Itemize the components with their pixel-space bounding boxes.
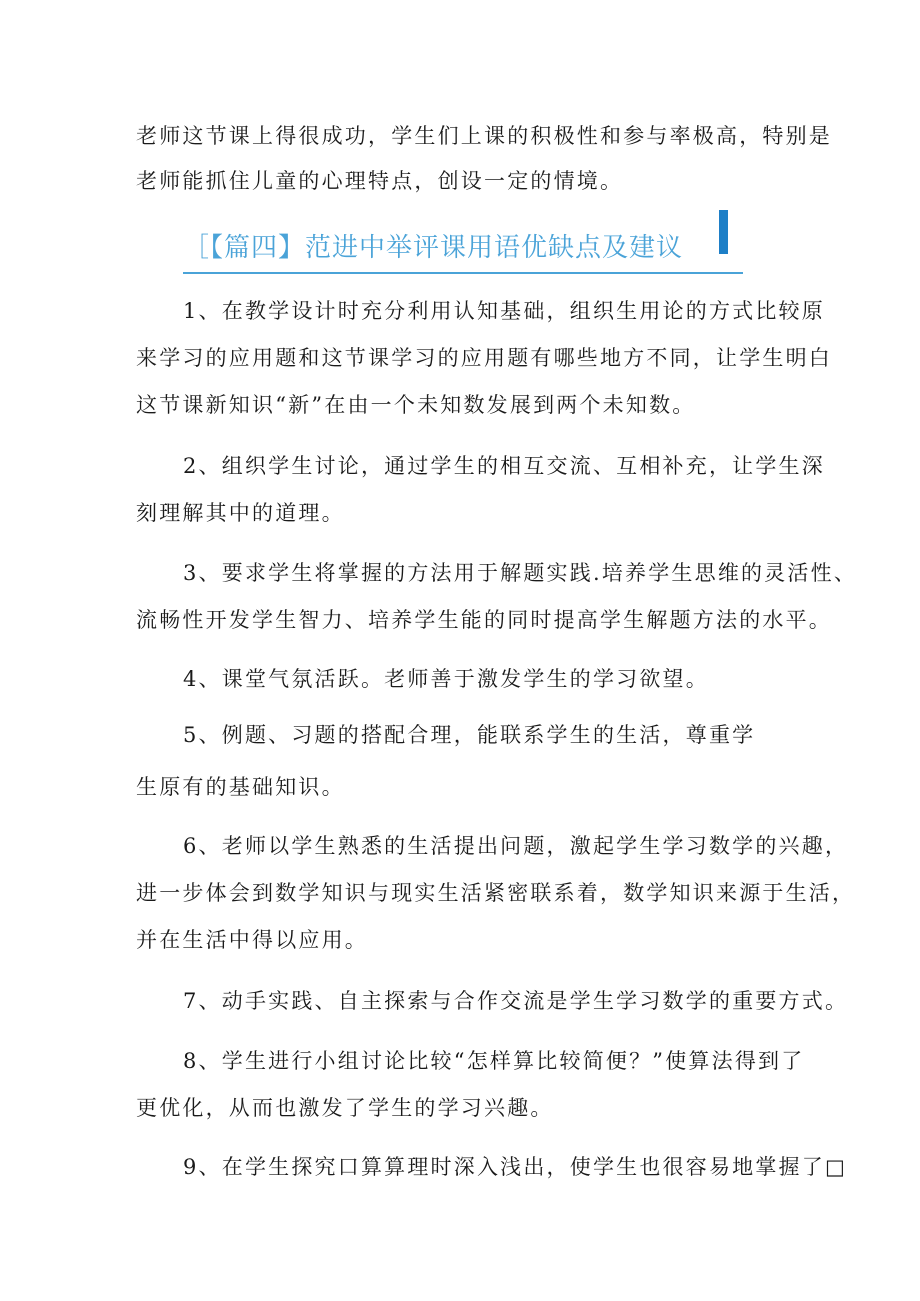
item-6-line-3: 并在生活中得以应用。 [136,928,368,952]
item-1-line-2: 来学习的应用题和这节课学习的应用题有哪些地方不同，让学生明白 [136,346,832,370]
item-8-line-1: 8、学生进行小组讨论比较“怎样算比较简便？”使算法得到了 [183,1049,805,1073]
intro-line-1: 老师这节课上得很成功，学生们上课的积极性和参与率极高，特别是 [136,124,832,148]
item-6-line-2: 进一步体会到数学知识与现实生活紧密联系着，数学知识来源于生活， [136,881,856,905]
item-8-line-2: 更优化，从而也激发了学生的学习兴趣。 [136,1096,554,1120]
section-heading: ［【篇四】范进中举评课用语优缺点及建议 [183,228,743,274]
item-1-line-1: 1、在教学设计时充分利用认知基础，组织生用论的方式比较原 [183,299,825,323]
item-6-line-1: 6、老师以学生熟悉的生活提出问题，激起学生学习数学的兴趣， [183,834,849,858]
item-2-line-2: 刻理解其中的道理。 [136,501,345,525]
item-9-line-1: 9、在学生探究口算算理时深入浅出，使学生也很容易地掌握了□ [183,1155,847,1179]
item-2-line-1: 2、组织学生讨论，通过学生的相互交流、互相补充，让学生深 [183,454,825,478]
item-3-line-2: 流畅性开发学生智力、培养学生能的同时提高学生解题方法的水平。 [136,608,832,632]
item-5-line-1: 5、例题、习题的搭配合理，能联系学生的生活，尊重学 [183,723,756,747]
item-1-line-3: 这节课新知识“新”在由一个未知数发展到两个未知数。 [136,393,696,417]
item-5-line-2: 生原有的基础知识。 [136,775,345,799]
intro-line-2: 老师能抓住儿童的心理特点，创设一定的情境。 [136,169,624,193]
item-3-line-1: 3、要求学生将掌握的方法用于解题实践.培养学生思维的灵活性、 [183,561,858,585]
item-7-line-1: 7、动手实践、自主探索与合作交流是学生学习数学的重要方式。 [183,989,849,1013]
heading-bar-mark [719,210,728,254]
item-4-line-1: 4、课堂气氛活跃。老师善于激发学生的学习欲望。 [183,667,709,691]
